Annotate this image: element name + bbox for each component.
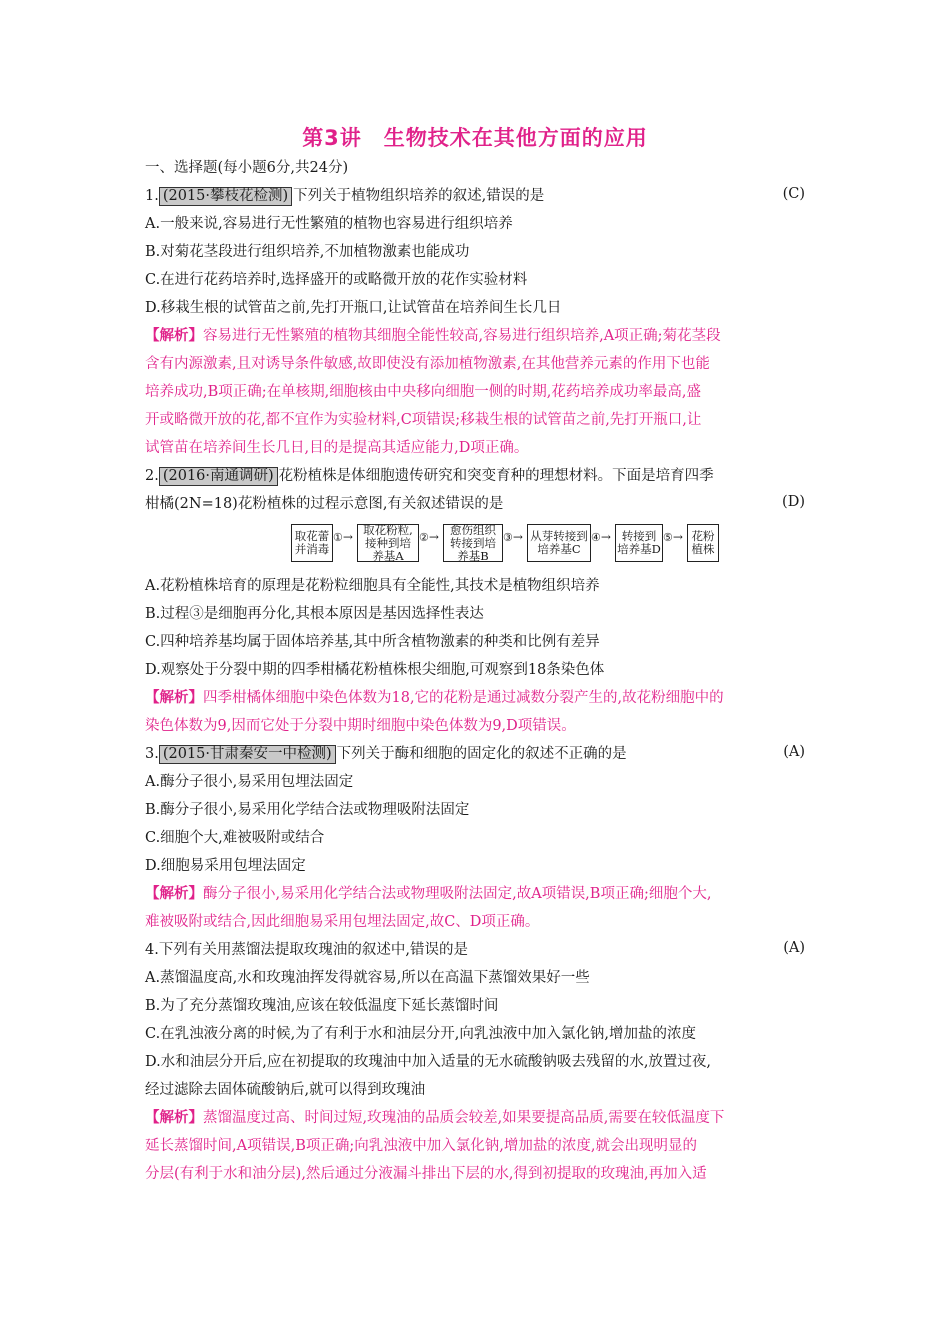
analysis-label: 【解析】 [145,885,203,902]
question-text: 下列有关用蒸馏法提取玫瑰油的叙述中,错误的是 [158,942,468,958]
flow-step-box: 从芽转接到 培养基C [527,524,591,562]
analysis-line: 染色体数为9,因而它处于分裂中期时细胞中染色体数为9,D项错误。 [145,718,576,734]
question-text: 下列关于酶和细胞的固定化的叙述不正确的是 [336,746,627,762]
analysis-line: 难被吸附或结合,因此细胞易采用包埋法固定,故C、D项正确。 [145,914,540,930]
question-number: 3. [145,746,159,762]
analysis-label: 【解析】 [145,689,203,706]
question-number: 1. [145,188,159,204]
analysis-line: 【解析】蒸馏温度过高、时间过短,玫瑰油的品质会较差,如果要提高品质,需要在较低温度下 [145,1109,725,1126]
question-text: 花粉植株是体细胞遗传研究和突变育种的理想材料。下面是培育四季 [278,468,714,484]
option-a: A.花粉植株培育的原理是花粉粒细胞具有全能性,其技术是植物组织培养 [145,578,600,594]
option-b: B.为了充分蒸馏玫瑰油,应该在较低温度下延长蒸馏时间 [145,998,499,1014]
option-a: A.蒸馏温度高,水和玫瑰油挥发得就容易,所以在高温下蒸馏效果好一些 [145,970,590,986]
question-4-stem [145,940,810,960]
option-a: A.酶分子很小,易采用包埋法固定 [145,774,354,790]
question-number: 2. [145,468,159,484]
source-tag: (2015·甘肃秦安一中检测) [159,745,336,764]
option-d: D.水和油层分开后,应在初提取的玫瑰油中加入适量的无水硫酸钠吸去残留的水,放置过夜, [145,1054,712,1070]
flow-step-box: 取花蕾 并消毒 [291,524,333,562]
analysis-line: 试管苗在培养间生长几日,目的是提高其适应能力,D项正确。 [145,440,529,456]
analysis-line: 分层(有利于水和油分层),然后通过分液漏斗排出下层的水,得到初提取的玫瑰油,再加入适 [145,1166,707,1182]
question-1-stem [145,186,810,206]
option-d: D.移栽生根的试管苗之前,先打开瓶口,让试管苗在培养间生长几日 [145,300,562,316]
answer-key: (C) [782,186,805,202]
flow-arrow: ②→ [419,530,439,544]
option-d: D.细胞易采用包埋法固定 [145,858,306,874]
answer-key: (A) [783,940,805,956]
question-2-stem [145,466,810,486]
question-3-stem [145,744,810,764]
analysis-label: 【解析】 [145,327,203,344]
option-c: C.细胞个大,难被吸附或结合 [145,830,325,846]
page-title: 第3讲 生物技术在其他方面的应用 [302,126,648,150]
flow-step-box: 愈伤组织 转接到培 养基B [443,524,503,562]
flow-arrow: ④→ [591,530,611,544]
flow-arrow: ①→ [333,530,353,544]
answer-key: (A) [783,744,805,760]
flow-step-box: 转接到 培养基D [615,524,663,562]
flow-step-box: 取花粉粒, 接种到培 养基A [357,524,419,562]
option-b: B.酶分子很小,易采用化学结合法或物理吸附法固定 [145,802,470,818]
analysis-line: 延长蒸馏时间,A项错误,B项正确;向乳浊液中加入氯化钠,增加盐的浓度,就会出现明显的 [145,1138,697,1154]
option-c: C.在进行花药培养时,选择盛开的或略微开放的花作实验材料 [145,272,528,288]
analysis-line: 【解析】酶分子很小,易采用化学结合法或物理吸附法固定,故A项错误,B项正确;细胞个大, [145,885,712,902]
question-text: 下列关于植物组织培养的叙述,错误的是 [293,188,545,204]
analysis-line: 【解析】四季柑橘体细胞中染色体数为18,它的花粉是通过减数分裂产生的,故花粉细胞中的 [145,689,724,706]
section-heading: 一、选择题(每小题6分,共24分) [145,160,349,176]
option-d: D.观察处于分裂中期的四季柑橘花粉植株根尖细胞,可观察到18条染色体 [145,662,605,678]
source-tag: (2015·攀枝花检测) [159,187,292,206]
analysis-label: 【解析】 [145,1109,203,1126]
option-d-cont: 经过滤除去固体硫酸钠后,就可以得到玫瑰油 [145,1082,426,1098]
analysis-line: 【解析】容易进行无性繁殖的植物其细胞全能性较高,容易进行组织培养,A项正确;菊花茎段 [145,327,721,344]
analysis-line: 含有内源激素,且对诱导条件敏感,故即使没有添加植物激素,在其他营养元素的作用下也能 [145,356,710,372]
flow-arrow: ⑤→ [663,530,683,544]
option-b: B.过程③是细胞再分化,其根本原因是基因选择性表达 [145,606,484,622]
flow-step-box: 花粉 植株 [687,524,719,562]
question-number: 4. [145,942,159,958]
answer-key: (D) [782,494,805,510]
source-tag: (2016·南通调研) [159,467,278,486]
option-c: C.四种培养基均属于固体培养基,其中所含植物激素的种类和比例有差异 [145,634,600,650]
analysis-line: 开或略微开放的花,都不宜作为实验材料,C项错误;移栽生根的试管苗之前,先打开瓶口,让 [145,412,702,428]
option-b: B.对菊花茎段进行组织培养,不加植物激素也能成功 [145,244,470,260]
flow-arrow: ③→ [503,530,523,544]
option-a: A.一般来说,容易进行无性繁殖的植物也容易进行组织培养 [145,216,513,232]
question-2-stem-cont: 柑橘(2N=18)花粉植株的过程示意图,有关叙述错误的是 [145,496,504,512]
option-c: C.在乳浊液分离的时候,为了有利于水和油层分开,向乳浊液中加入氯化钠,增加盐的浓度 [145,1026,697,1042]
analysis-line: 培养成功,B项正确;在单核期,细胞核由中央移向细胞一侧的时期,花药培养成功率最高,盛 [145,384,701,400]
